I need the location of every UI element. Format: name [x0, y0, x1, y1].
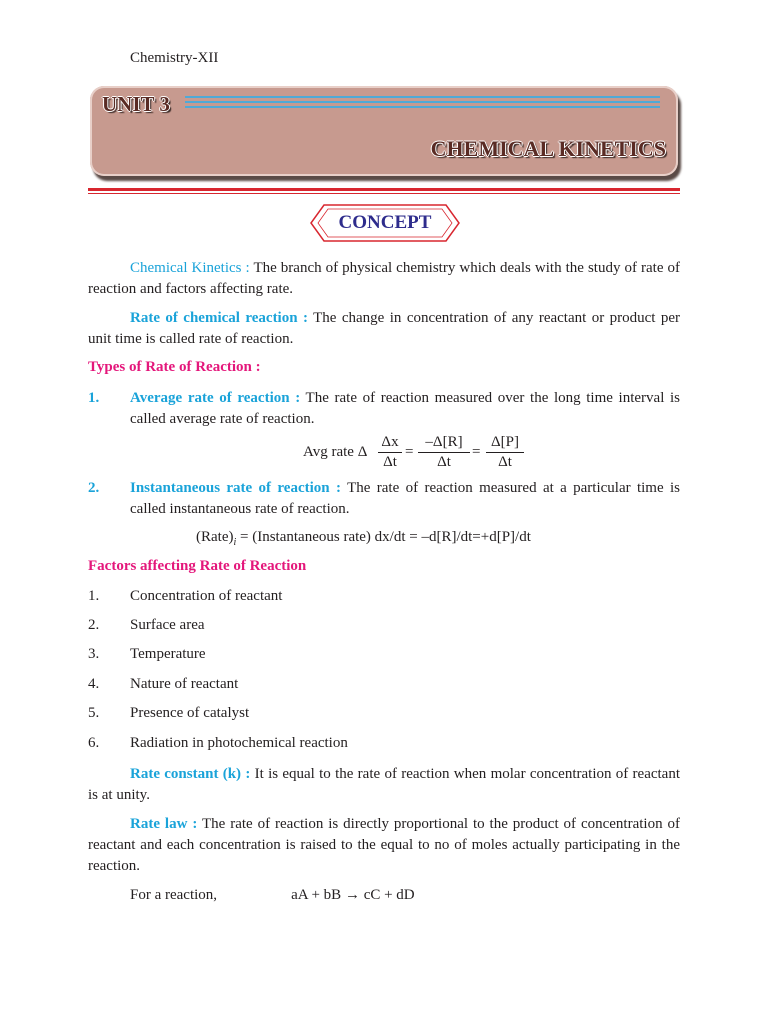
reaction-label: For a reaction,: [130, 887, 218, 903]
item-text: Nature of reactant: [130, 676, 239, 692]
red-rule-thin: [88, 193, 680, 194]
term-rate-of-reaction: Rate of chemical reaction :: [130, 310, 308, 326]
term-rate-law: Rate law :: [130, 816, 198, 832]
item-number: 1.: [88, 390, 100, 406]
item-number: 2.: [88, 617, 100, 633]
numerator: Δ[P]: [491, 434, 519, 450]
definition-average-rate: The rate of reaction measured over the long time interval is called average rate of reaction.: [130, 390, 680, 427]
item-number: 1.: [88, 588, 100, 604]
concept-heading: [310, 203, 460, 243]
numerator: –Δ[R]: [425, 434, 463, 450]
term-rate-constant: Rate constant (k) :: [130, 766, 251, 782]
banner-lines: [185, 96, 660, 111]
definition-rate-of-reaction: The change in concentration of any reactant or product per unit time is called rate of reaction.: [88, 310, 681, 347]
concept-label: CONCEPT: [338, 212, 432, 233]
unit-label: UNIT 3: [102, 92, 170, 116]
formula-prefix: Avg rate Δ: [303, 444, 368, 460]
item-text: Radiation in photochemical reaction: [130, 735, 348, 751]
item-number: 5.: [88, 705, 100, 721]
term-chemical-kinetics: Chemical Kinetics :: [130, 260, 250, 276]
denominator: Δt: [383, 454, 397, 470]
paragraph-chemical-kinetics: [88, 258, 680, 300]
types-heading: Types of Rate of Reaction :: [88, 359, 261, 375]
definition-chemical-kinetics: The branch of physical chemistry which deals with the study of rate of reaction and factors affecting rate.: [88, 260, 681, 297]
definition-rate-law: The rate of reaction is directly proportional to the product of concentration of reactant and each concentration is raised to the equal to no of moles actually participating in the reaction.: [88, 816, 680, 874]
item-text: Concentration of reactant: [130, 588, 283, 604]
definition-instantaneous-rate: The rate of reaction measured at a particular time is called instantaneous rate of reaction.: [130, 480, 680, 517]
paragraph-rate-of-reaction: [88, 308, 680, 350]
types-item-instantaneous: [88, 478, 680, 520]
item-text: Surface area: [130, 617, 205, 633]
item-number: 6.: [88, 735, 100, 751]
term-instantaneous-rate: Instantaneous rate of reaction :: [130, 480, 341, 496]
red-rule: [88, 188, 680, 191]
chapter-title: CHEMICAL KINETICS: [430, 136, 666, 161]
formula-rest: = (Instantaneous rate) dx/dt = –d[R]/dt=+d[P]/dt: [236, 529, 531, 545]
reaction-line: [130, 887, 415, 904]
factors-heading: Factors affecting Rate of Reaction: [88, 558, 307, 574]
item-number: 4.: [88, 676, 100, 692]
formula-subscript: i: [233, 537, 237, 548]
item-number: 3.: [88, 646, 100, 662]
paragraph-rate-constant: [88, 764, 680, 806]
formula-rate: (Rate): [196, 529, 234, 545]
running-head: Chemistry-XII: [130, 50, 219, 66]
fraction-dr-dt: [418, 434, 470, 471]
term-average-rate: Average rate of reaction :: [130, 390, 301, 406]
types-item-average: [88, 388, 680, 430]
definition-rate-constant: It is equal to the rate of reaction when molar concentration of reactant is at unity.: [88, 766, 681, 803]
equals-sign: =: [405, 444, 414, 460]
item-number: 2.: [88, 480, 100, 496]
paragraph-rate-law: [88, 814, 680, 877]
fraction-dx-dt: [378, 434, 402, 471]
fraction-dp-dt: [486, 434, 524, 471]
item-text: Presence of catalyst: [130, 705, 250, 721]
denominator: Δt: [498, 454, 512, 470]
denominator: Δt: [437, 454, 451, 470]
numerator: Δx: [381, 434, 399, 450]
unit-banner: [90, 86, 678, 176]
instantaneous-rate-formula: [196, 529, 531, 548]
reaction-equation: aA + bB → cC + dD: [291, 887, 415, 903]
item-text: Temperature: [130, 646, 206, 662]
equals-sign: =: [472, 444, 481, 460]
